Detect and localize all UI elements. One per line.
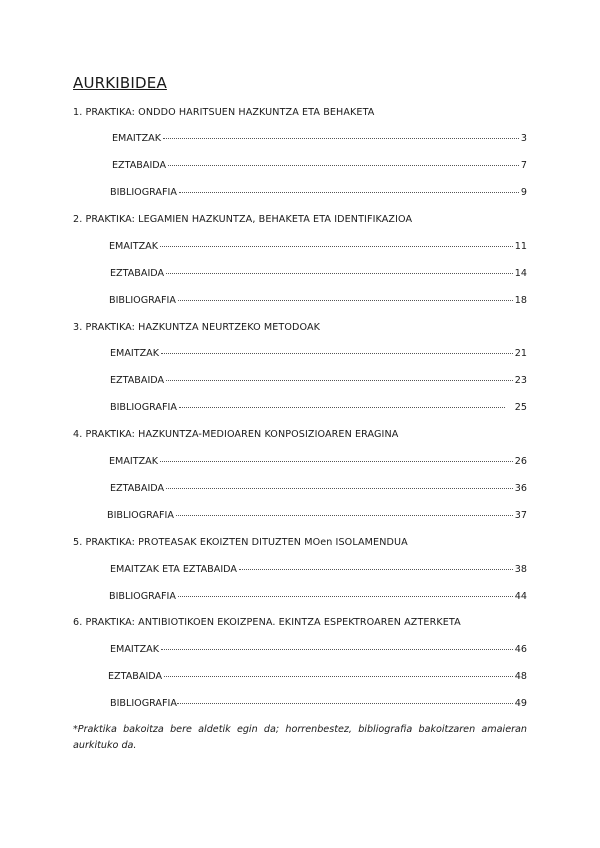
toc-entry[interactable] bbox=[110, 644, 527, 655]
section-heading-6: 6. PRAKTIKA: ANTIBIOTIKOEN EKOIZPENA. EKINTZA ESPEKTROAREN AZTERKETA bbox=[73, 617, 461, 628]
toc-entry-label: BIBLIOGRAFIA bbox=[109, 591, 176, 602]
toc-entry-label: BIBLIOGRAFIA bbox=[110, 698, 177, 709]
toc-entry[interactable] bbox=[112, 160, 527, 171]
dot-leader bbox=[160, 246, 513, 247]
toc-entry-label: EMAITZAK bbox=[110, 348, 160, 359]
toc-entry-label: EMAITZAK bbox=[109, 456, 159, 467]
section-heading-3: 3. PRAKTIKA: HAZKUNTZA NEURTZEKO METODOAK bbox=[73, 322, 321, 333]
toc-entry[interactable] bbox=[109, 241, 527, 252]
toc-entry-label: EMAITZAK bbox=[112, 133, 162, 144]
dot-leader bbox=[179, 407, 505, 408]
dot-leader bbox=[161, 353, 513, 354]
toc-entry-label: EZTABAIDA bbox=[110, 483, 165, 494]
section-heading-1: 1. PRAKTIKA: ONDDO HARITSUEN HAZKUNTZA ETA BEHAKETA bbox=[73, 107, 375, 118]
toc-entry[interactable] bbox=[110, 268, 527, 279]
toc-entry[interactable] bbox=[110, 375, 527, 386]
toc-entry-label: EMAITZAK bbox=[109, 241, 159, 252]
toc-entry-label: EZTABAIDA bbox=[112, 160, 167, 171]
toc-entry-label: EZTABAIDA bbox=[110, 375, 165, 386]
dot-leader bbox=[164, 676, 513, 677]
dot-leader bbox=[168, 165, 519, 166]
toc-entry-page: 36 bbox=[514, 483, 527, 494]
toc-entry[interactable] bbox=[107, 510, 527, 521]
toc-entry-page: 44 bbox=[514, 591, 527, 602]
toc-entry[interactable] bbox=[110, 348, 527, 359]
toc-entry-label: BIBLIOGRAFIA bbox=[107, 510, 174, 521]
section-heading-4: 4. PRAKTIKA: HAZKUNTZA-MEDIOAREN KONPOSIZIOAREN ERAGINA bbox=[73, 429, 399, 440]
toc-entry-page: 26 bbox=[514, 456, 527, 467]
toc-entry-page: 38 bbox=[514, 564, 527, 575]
toc-entry[interactable] bbox=[108, 671, 527, 682]
toc-title: AURKIBIDEA bbox=[73, 74, 167, 92]
toc-entry[interactable] bbox=[110, 187, 527, 198]
dot-leader bbox=[166, 380, 513, 381]
toc-entry-page: 11 bbox=[514, 241, 527, 252]
dot-leader bbox=[166, 488, 513, 489]
toc-entry-label: EZTABAIDA bbox=[110, 268, 165, 279]
toc-entry[interactable] bbox=[110, 402, 527, 413]
toc-entry-label: BIBLIOGRAFIA bbox=[110, 402, 177, 413]
toc-entry-page: 23 bbox=[514, 375, 527, 386]
toc-entry-page: 7 bbox=[520, 160, 527, 171]
footnote: *Praktika bakoitza bere aldetik egin da; horrenbestez, bibliografia bakoitzaren amaieran aurkituko da. bbox=[73, 724, 527, 751]
dot-leader bbox=[176, 515, 513, 516]
section-heading-2: 2. PRAKTIKA: LEGAMIEN HAZKUNTZA, BEHAKETA ETA IDENTIFIKAZIOA bbox=[73, 214, 413, 225]
toc-entry-page: 48 bbox=[514, 671, 527, 682]
toc-entry-page: 9 bbox=[520, 187, 527, 198]
toc-entry-page: 18 bbox=[514, 295, 527, 306]
toc-entry-label: BIBLIOGRAFIA bbox=[110, 187, 177, 198]
dot-leader bbox=[160, 461, 513, 462]
toc-entry-page: 21 bbox=[514, 348, 527, 359]
toc-entry[interactable] bbox=[110, 483, 527, 494]
toc-entry-label: EZTABAIDA bbox=[108, 671, 163, 682]
dot-leader bbox=[178, 596, 513, 597]
toc-entry-page: 37 bbox=[514, 510, 527, 521]
toc-entry-label: EMAITZAK bbox=[110, 644, 160, 655]
toc-entry[interactable] bbox=[109, 295, 527, 306]
toc-entry-page: 46 bbox=[514, 644, 527, 655]
section-heading-5: 5. PRAKTIKA: PROTEASAK EKOIZTEN DITUZTEN MOen ISOLAMENDUA bbox=[73, 537, 408, 548]
toc-entry-page: 25 bbox=[514, 402, 527, 413]
toc-entry[interactable] bbox=[112, 133, 527, 144]
dot-leader bbox=[161, 649, 513, 650]
toc-entry[interactable] bbox=[109, 456, 527, 467]
dot-leader bbox=[178, 300, 513, 301]
dot-leader bbox=[179, 192, 519, 193]
dot-leader bbox=[166, 273, 513, 274]
toc-entry[interactable] bbox=[109, 591, 527, 602]
toc-entry[interactable] bbox=[110, 698, 527, 709]
toc-entry[interactable] bbox=[110, 564, 527, 575]
toc-entry-page: 14 bbox=[514, 268, 527, 279]
toc-entry-page: 49 bbox=[514, 698, 527, 709]
dot-leader bbox=[177, 703, 513, 704]
toc-entry-label: EMAITZAK ETA EZTABAIDA bbox=[110, 564, 237, 575]
toc-entry-page: 3 bbox=[520, 133, 527, 144]
toc-entry-label: BIBLIOGRAFIA bbox=[109, 295, 176, 306]
dot-leader bbox=[239, 569, 513, 570]
dot-leader bbox=[163, 138, 519, 139]
